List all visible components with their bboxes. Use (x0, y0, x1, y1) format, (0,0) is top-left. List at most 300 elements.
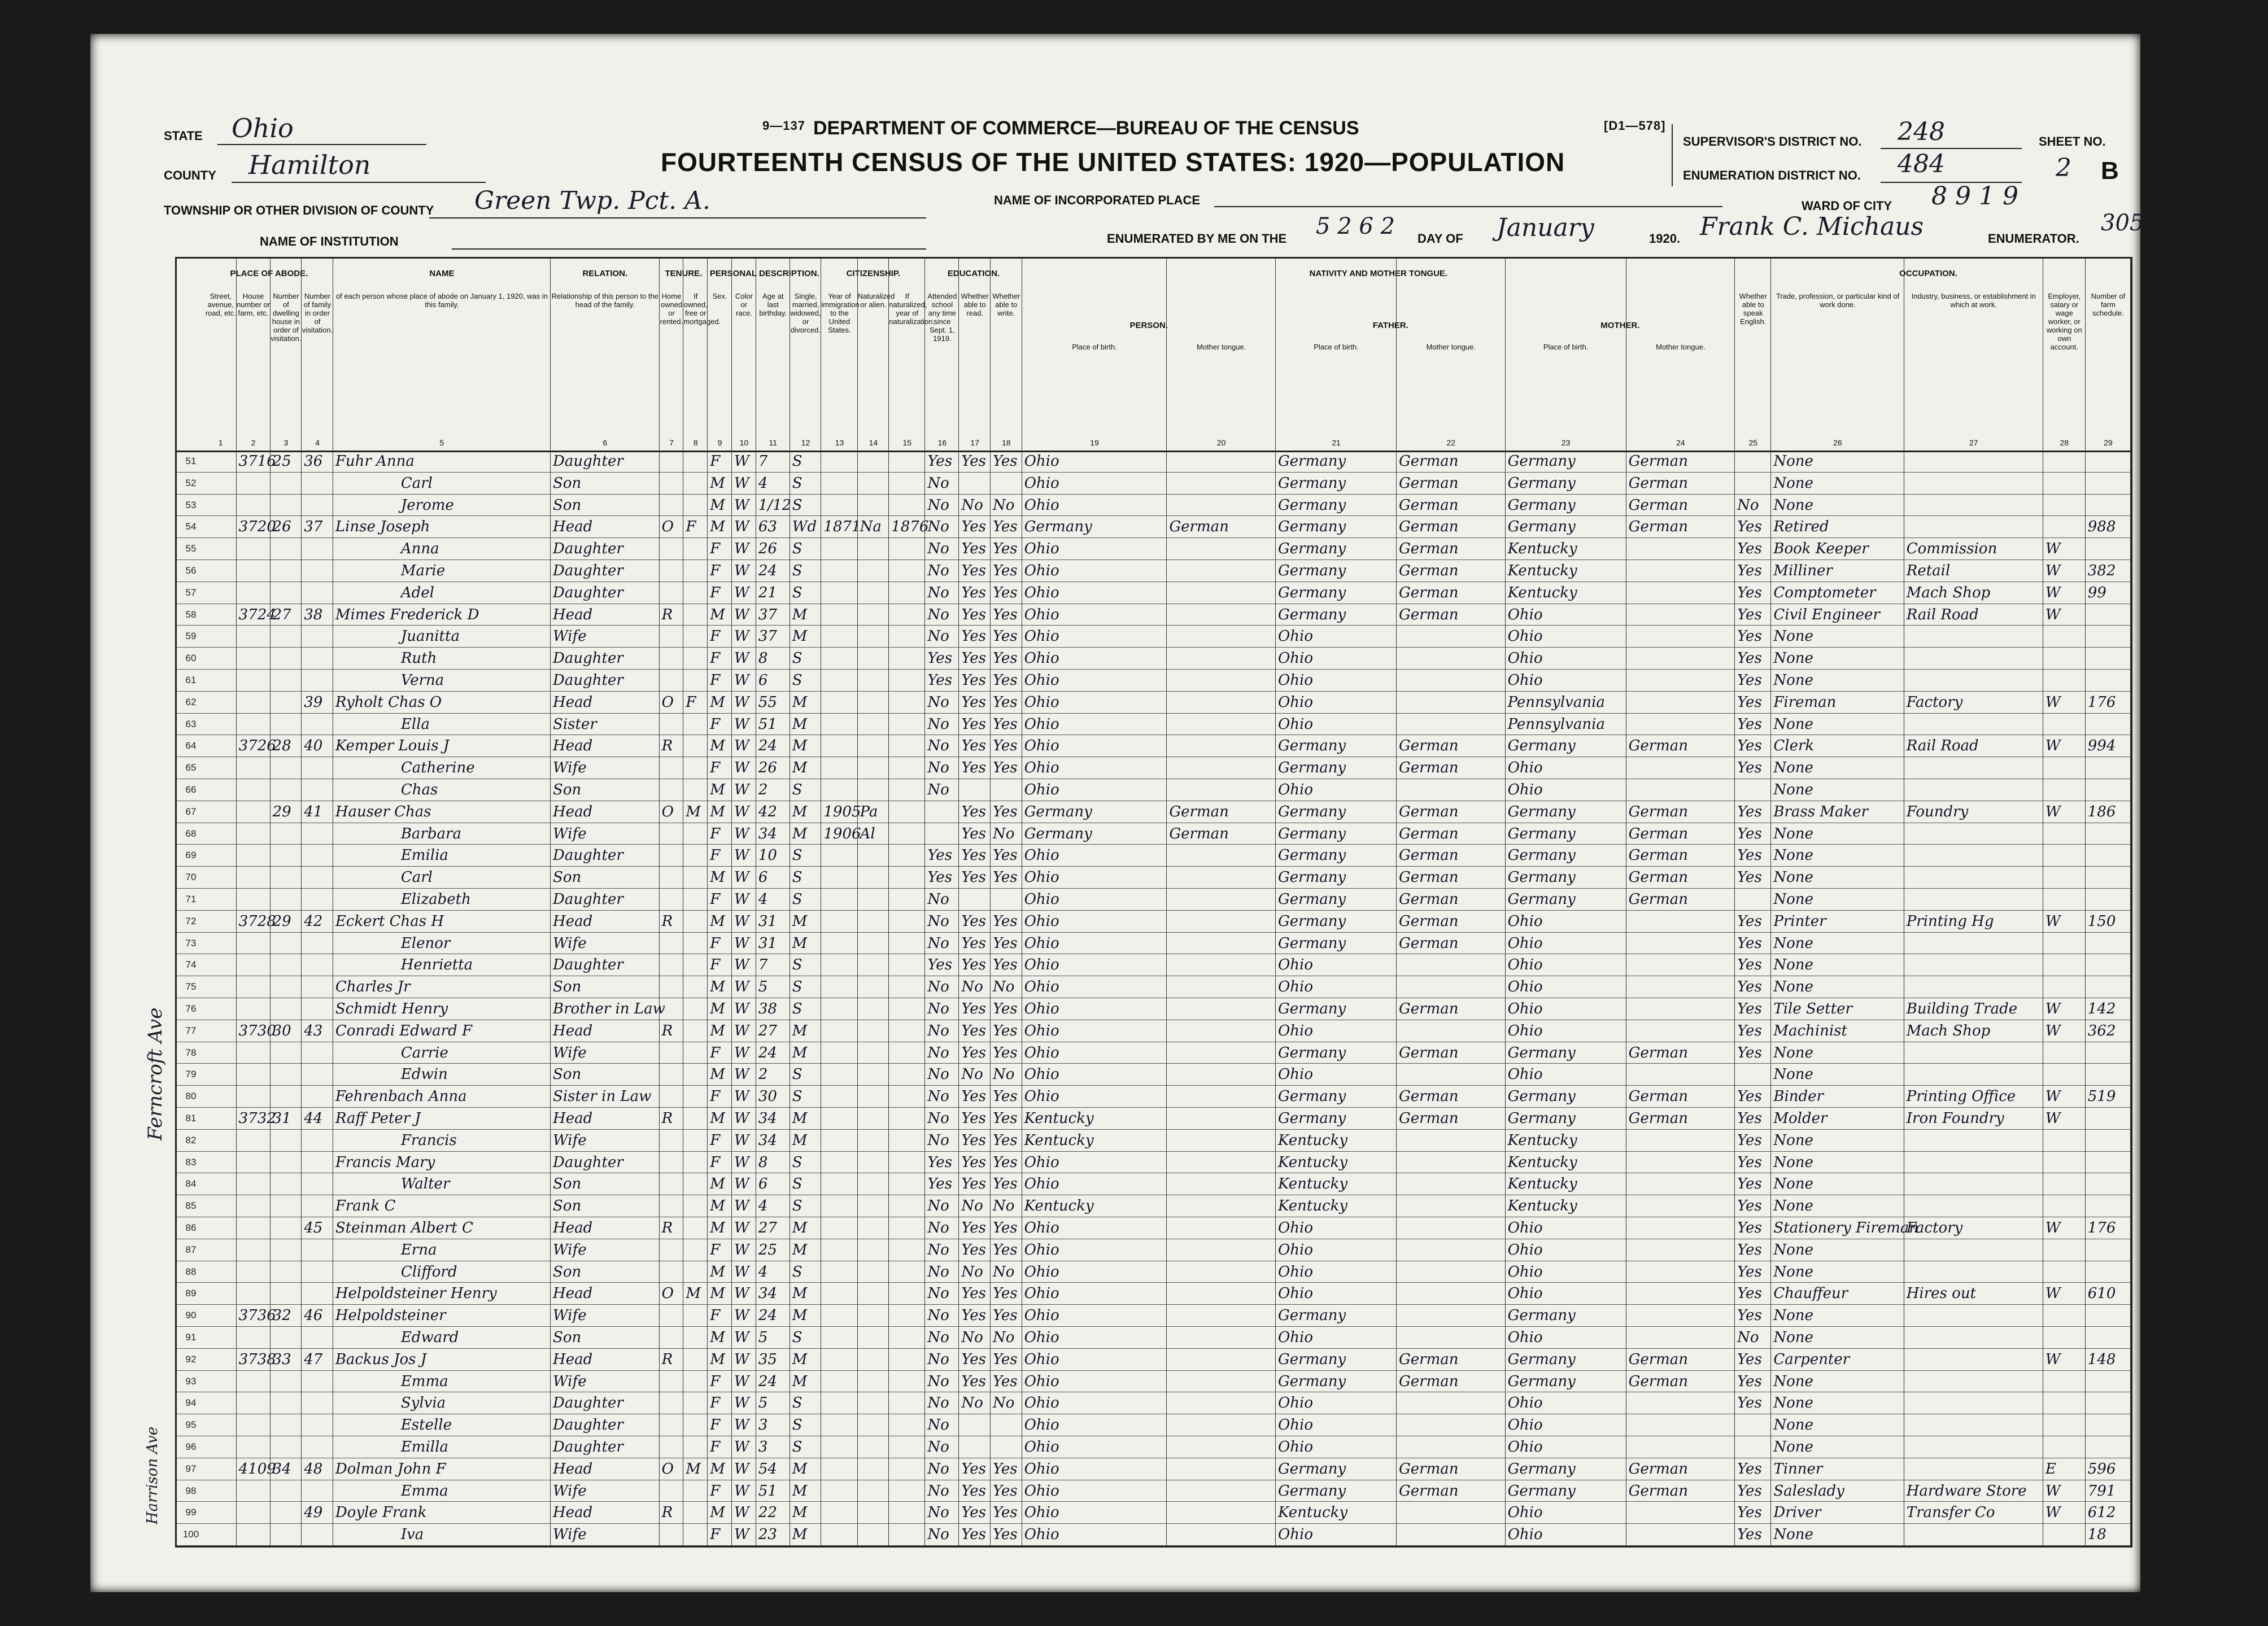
cell-fpob: Ohio (1277, 1066, 1314, 1083)
cell-fmt: German (1398, 1460, 1459, 1478)
column-title-7: Home owned or rented. (660, 292, 683, 326)
cell-race: W (734, 934, 749, 952)
cell-own: O (661, 693, 674, 711)
column-number-27: 27 (1969, 438, 1978, 447)
cell-sch: Yes (927, 1153, 953, 1171)
cell-write: Yes (992, 650, 1018, 667)
cell-mpob: Germany (1507, 1350, 1576, 1368)
cell-write: Yes (992, 562, 1018, 579)
cell-write: No (992, 978, 1015, 996)
department-heading: DEPARTMENT OF COMMERCE—BUREAU OF THE CENSUS (813, 117, 1359, 139)
cell-rel: Head (553, 1022, 593, 1039)
cell-fpob: Kentucky (1277, 1197, 1348, 1215)
cell-fpob: Ohio (1277, 1220, 1314, 1236)
cell-sch: Yes (927, 1175, 953, 1193)
cell-race: W (734, 1482, 749, 1500)
cell-fpob: Ohio (1277, 672, 1314, 689)
column-number-7: 7 (669, 438, 674, 447)
cell-write: Yes (992, 1175, 1018, 1193)
cell-sch: No (927, 1439, 949, 1455)
cell-mpob: Pennsylvania (1507, 715, 1605, 733)
cell-race: W (734, 847, 749, 864)
cell-sch: No (927, 737, 949, 755)
cell-emp: W (2045, 606, 2061, 623)
line-number: 54 (185, 521, 197, 532)
cell-write: Yes (992, 672, 1018, 689)
cell-occ: None (1773, 1329, 1813, 1346)
cell-occ: None (1773, 1241, 1813, 1258)
cell-write: No (992, 1329, 1015, 1346)
cell-race: W (734, 1197, 749, 1215)
cell-race: W (734, 825, 749, 842)
cell-farm: 18 (2087, 1526, 2106, 1544)
cell-eng: Yes (1737, 1044, 1762, 1061)
cell-pob: Ohio (1024, 1044, 1059, 1061)
column-title-2: House number or farm, etc. (236, 292, 271, 317)
column-title-17: Whether able to read. (961, 292, 989, 317)
cell-age: 37 (758, 628, 777, 645)
cell-occ: Carpenter (1773, 1350, 1850, 1368)
cell-sch: Yes (927, 650, 953, 667)
cell-eng: Yes (1737, 1285, 1762, 1302)
cell-own: R (661, 606, 673, 623)
cell-rel: Wife (553, 1526, 587, 1544)
column-title-16: Attended school any time since Sept. 1, 1919. (927, 292, 957, 343)
cell-pob: Ohio (1024, 474, 1059, 492)
cell-mpob: Germany (1507, 496, 1576, 514)
cell-race: W (734, 1526, 749, 1544)
cell-sex: M (710, 912, 725, 930)
cell-read: Yes (961, 1131, 986, 1149)
cell-name: Helpoldsteiner Henry (335, 1285, 497, 1302)
cell-name: Sylvia (400, 1395, 446, 1412)
cell-sex: M (710, 803, 725, 820)
cell-pob: Ohio (1024, 869, 1059, 886)
cell-mar: M (792, 1110, 808, 1127)
cell-name: Iva (400, 1526, 424, 1544)
cell-race: W (734, 474, 749, 492)
cell-pob: Ohio (1024, 912, 1059, 930)
cell-fpob: Germany (1277, 759, 1346, 777)
cell-occ: None (1773, 1175, 1813, 1193)
cell-occ: None (1773, 934, 1813, 952)
cell-emp: W (2045, 1088, 2061, 1105)
cell-race: W (734, 737, 749, 755)
cell-mpob: Ohio (1507, 628, 1543, 645)
cell-occ: Comptometer (1773, 584, 1876, 601)
cell-imm: 1871 (823, 518, 861, 536)
cell-write: Yes (992, 737, 1018, 755)
cell-age: 6 (758, 869, 768, 886)
cell-pob: Ohio (1024, 496, 1059, 514)
line-number: 85 (185, 1200, 197, 1212)
cell-mar: S (792, 474, 802, 492)
cell-race: W (734, 1175, 749, 1193)
cell-occ: Machinist (1773, 1022, 1847, 1039)
cell-fpob: Germany (1277, 1460, 1346, 1478)
institution-underline (452, 248, 926, 250)
cell-ind: Rail Road (1906, 737, 1979, 755)
cell-sex: M (710, 1000, 725, 1017)
column-number-25: 25 (1748, 438, 1758, 447)
cell-pob: Ohio (1024, 453, 1059, 470)
cell-ind: Building Trade (1906, 1000, 2018, 1017)
cell-sch: No (927, 1088, 949, 1105)
cell-sch: No (927, 1131, 949, 1149)
cell-eng: Yes (1737, 956, 1762, 974)
line-number: 97 (185, 1463, 197, 1474)
column-number-10: 10 (739, 438, 749, 447)
cell-eng: Yes (1737, 803, 1762, 820)
cell-race: W (734, 891, 749, 908)
cell-pob: Ohio (1024, 1350, 1059, 1368)
cell-mar: M (792, 1482, 808, 1500)
cell-name: Jerome (400, 496, 454, 514)
cell-name: Walter (400, 1175, 450, 1193)
cell-occ: Civil Engineer (1773, 606, 1880, 623)
cell-fpob: Germany (1277, 1110, 1346, 1127)
column-number-20: 20 (1216, 438, 1226, 447)
cell-age: 34 (758, 1285, 777, 1302)
cell-sex: M (710, 1066, 725, 1083)
cell-write: No (992, 1066, 1015, 1083)
cell-mar: M (792, 1285, 808, 1302)
cell-name: Emma (400, 1482, 448, 1500)
cell-fam: 44 (304, 1110, 323, 1127)
column-number-26: 26 (1833, 438, 1842, 447)
cell-emp: W (2045, 1000, 2061, 1017)
cell-emp: W (2045, 1110, 2061, 1127)
cell-race: W (734, 1088, 749, 1105)
line-number: 94 (185, 1397, 197, 1409)
cell-occ: None (1773, 978, 1813, 996)
cell-eng: Yes (1737, 869, 1762, 886)
cell-sch: No (927, 891, 949, 908)
cell-age: 5 (758, 1329, 768, 1346)
cell-own: R (661, 1350, 673, 1368)
cell-emp: W (2045, 1220, 2061, 1236)
cell-rel: Daughter (553, 1395, 623, 1412)
cell-write: Yes (992, 1044, 1018, 1061)
cell-occ: Tinner (1773, 1460, 1823, 1478)
cell-fmt: German (1398, 759, 1459, 777)
cell-age: 31 (758, 934, 777, 952)
cell-occ: Chauffeur (1773, 1285, 1848, 1302)
column-title-24: Mother tongue. (1656, 343, 1706, 351)
cell-fam: 48 (304, 1460, 323, 1478)
cell-occ: None (1773, 1526, 1813, 1544)
cell-farm: 519 (2087, 1088, 2116, 1105)
cell-pob: Ohio (1024, 891, 1059, 908)
cell-name: Dolman John F (335, 1460, 446, 1478)
enumeration-label: ENUMERATION DISTRICT NO. (1683, 168, 1861, 182)
line-number: 82 (185, 1134, 197, 1146)
cell-age: 38 (758, 1000, 777, 1017)
cell-read: Yes (961, 693, 986, 711)
cell-name: Mimes Frederick D (335, 606, 479, 623)
cell-race: W (734, 672, 749, 689)
cell-rel: Head (553, 1285, 593, 1302)
cell-pob: Germany (1024, 803, 1092, 820)
line-number: 52 (185, 477, 197, 488)
cell-age: 34 (758, 1131, 777, 1149)
cell-mar: S (792, 1329, 802, 1346)
cell-mar: M (792, 1307, 808, 1325)
sheet-label: SHEET NO. (2039, 134, 2106, 148)
cell-mpob: Germany (1507, 1373, 1576, 1390)
cell-write: No (992, 1197, 1015, 1215)
cell-sch: No (927, 1241, 949, 1258)
cell-mar: S (792, 453, 802, 470)
cell-mar: S (792, 847, 802, 864)
enumerator-label: ENUMERATOR. (1988, 231, 2079, 246)
cell-read: Yes (961, 1350, 986, 1368)
cell-emp: W (2045, 912, 2061, 930)
cell-occ: None (1773, 453, 1813, 470)
cell-sch: No (927, 1373, 949, 1390)
cell-emp: W (2045, 1022, 2061, 1039)
line-number: 56 (185, 565, 197, 576)
cell-mar: S (792, 869, 802, 886)
cell-age: 54 (758, 1460, 777, 1478)
cell-write: No (992, 1263, 1015, 1280)
cell-age: 37 (758, 606, 777, 623)
cell-sex: M (710, 1220, 725, 1236)
cell-read: Yes (961, 1000, 986, 1017)
cell-mar: S (792, 1000, 802, 1017)
cell-read: No (961, 1066, 983, 1083)
cell-mar: M (792, 1220, 808, 1236)
cell-sex: F (710, 540, 721, 558)
column-number-11: 11 (769, 438, 778, 447)
cell-fpob: Ohio (1277, 1285, 1314, 1302)
cell-name: Steinman Albert C (335, 1220, 473, 1236)
cell-age: 51 (758, 1482, 777, 1500)
cell-farm: 362 (2087, 1022, 2116, 1039)
column-title-8: If owned, free or mortgaged. (683, 292, 721, 326)
cell-age: 10 (758, 847, 777, 864)
cell-mar: S (792, 540, 802, 558)
cell-mpob: Germany (1507, 803, 1576, 820)
cell-sch: Yes (927, 956, 953, 974)
cell-mpob: Germany (1507, 1088, 1576, 1105)
cell-write: Yes (992, 1000, 1018, 1017)
cell-read: Yes (961, 1307, 986, 1325)
cell-sch: No (927, 1285, 949, 1302)
cell-rel: Head (553, 518, 593, 536)
cell-write: Yes (992, 518, 1018, 536)
institution-label: NAME OF INSTITUTION (260, 234, 399, 248)
cell-eng: Yes (1737, 737, 1762, 755)
group-title-father: FATHER. (1372, 321, 1408, 330)
cell-write: Yes (992, 803, 1018, 820)
cell-eng: Yes (1737, 1175, 1762, 1193)
cell-race: W (734, 1417, 749, 1434)
cell-fpob: Germany (1277, 1350, 1346, 1368)
cell-age: 4 (758, 474, 768, 492)
cell-emp: W (2045, 540, 2061, 558)
cell-write: Yes (992, 847, 1018, 864)
cell-fmt: German (1398, 737, 1459, 755)
cell-age: 4 (758, 891, 768, 908)
cell-fam: 43 (304, 1022, 323, 1039)
cell-mar: S (792, 1417, 802, 1434)
cell-sch: Yes (927, 453, 953, 470)
cell-mpob: Ohio (1507, 781, 1543, 798)
cell-mpob: Germany (1507, 737, 1576, 755)
cell-mpob: Kentucky (1507, 540, 1577, 558)
cell-sch: No (927, 1329, 949, 1346)
cell-read: No (961, 1329, 983, 1346)
supervisor-no: 248 (1898, 117, 1945, 146)
census-sheet (90, 34, 2158, 1592)
cell-rel: Wife (553, 1482, 587, 1500)
column-number-18: 18 (1001, 438, 1011, 447)
cell-sch: Yes (927, 847, 953, 864)
cell-write: Yes (992, 584, 1018, 601)
cell-own: R (661, 737, 673, 755)
cell-name: Ryholt Chas O (335, 693, 442, 711)
cell-mpob: Kentucky (1507, 1175, 1577, 1193)
cell-mmt: German (1628, 825, 1689, 842)
cell-mmt: German (1628, 1350, 1689, 1368)
line-number: 77 (185, 1025, 197, 1036)
column-number-13: 13 (835, 438, 844, 447)
cell-own: R (661, 1110, 673, 1127)
cell-rel: Daughter (553, 584, 623, 601)
cell-name: Doyle Frank (335, 1504, 427, 1522)
column-number-8: 8 (693, 438, 698, 447)
cell-fmt: German (1398, 847, 1459, 864)
cell-fpob: Germany (1277, 1482, 1346, 1500)
cell-age: 30 (758, 1088, 777, 1105)
cell-sch: No (927, 496, 949, 514)
cell-age: 3 (758, 1417, 768, 1434)
cell-sch: No (927, 781, 949, 798)
cell-pob: Ohio (1024, 693, 1059, 711)
cell-fpob: Germany (1277, 803, 1346, 820)
cell-eng: Yes (1737, 1526, 1762, 1544)
cell-fpob: Germany (1277, 737, 1346, 755)
line-number: 60 (185, 653, 197, 664)
cell-pob: Ohio (1024, 1153, 1059, 1171)
cell-eng: Yes (1737, 1460, 1762, 1478)
cell-read: Yes (961, 1153, 986, 1171)
cell-dw: 29 (272, 912, 291, 930)
line-number: 66 (185, 784, 197, 795)
day-of-label: DAY OF (1418, 231, 1463, 246)
sheet-number: 2 (2056, 154, 2071, 182)
group-title-relation: RELATION. (582, 269, 628, 278)
cell-ind: Foundry (1906, 803, 1969, 820)
group-title-education: EDUCATION. (947, 269, 1000, 278)
cell-mar: S (792, 562, 802, 579)
cell-sex: F (710, 1044, 721, 1061)
cell-mar: M (792, 1350, 808, 1368)
cell-eng: Yes (1737, 672, 1762, 689)
cell-eng: No (1737, 1329, 1759, 1346)
cell-fpob: Kentucky (1277, 1504, 1348, 1522)
form-number: 9—137 (762, 119, 805, 133)
cell-dw: 34 (272, 1460, 291, 1478)
cell-sch: No (927, 1482, 949, 1500)
cell-mpob: Ohio (1507, 1022, 1543, 1039)
cell-read: Yes (961, 1175, 986, 1193)
cell-mmt: German (1628, 474, 1689, 492)
cell-rel: Daughter (553, 650, 623, 667)
column-title-22: Mother tongue. (1426, 343, 1476, 351)
cell-mar: S (792, 496, 802, 514)
cell-occ: None (1773, 474, 1813, 492)
township-label: TOWNSHIP OR OTHER DIVISION OF COUNTY (164, 203, 434, 217)
column-number-12: 12 (801, 438, 810, 447)
cell-fpob: Germany (1277, 934, 1346, 952)
cell-mar: M (792, 1460, 808, 1478)
cell-own: O (661, 1460, 674, 1478)
cell-read: Yes (961, 1088, 986, 1105)
cell-fam: 37 (304, 518, 323, 536)
cell-sch: No (927, 1022, 949, 1039)
cell-read: Yes (961, 1241, 986, 1258)
line-number: 86 (185, 1222, 197, 1233)
cell-age: 31 (758, 912, 777, 930)
cell-mar: M (792, 606, 808, 623)
cell-write: Yes (992, 540, 1018, 558)
line-number: 95 (185, 1419, 197, 1431)
cell-mar: S (792, 891, 802, 908)
column-number-24: 24 (1676, 438, 1685, 447)
cell-sex: F (710, 1307, 721, 1325)
line-number: 91 (185, 1332, 197, 1343)
cell-occ: None (1773, 1417, 1813, 1434)
cell-eng: Yes (1737, 1307, 1762, 1325)
cell-race: W (734, 1460, 749, 1478)
street-note-2: Harrison Ave (144, 1426, 161, 1524)
cell-farm: 994 (2087, 737, 2116, 755)
column-26 (1771, 259, 1919, 1546)
cell-sex: M (710, 1329, 725, 1346)
cell-race: W (734, 1263, 749, 1280)
cell-read: Yes (961, 518, 986, 536)
cell-name: Erna (400, 1241, 437, 1258)
corner-note: 3051 (2101, 210, 2158, 236)
cell-write: Yes (992, 869, 1018, 886)
cell-mmt: German (1628, 1482, 1689, 1500)
cell-house: 3728 (238, 912, 276, 930)
month-value: January (1497, 213, 1594, 242)
cell-mpob: Germany (1507, 1482, 1576, 1500)
cell-pob: Kentucky (1024, 1131, 1094, 1149)
cell-occ: None (1773, 869, 1813, 886)
cell-rel: Wife (553, 1044, 587, 1061)
cell-write: No (992, 825, 1015, 842)
column-27 (1904, 259, 2043, 1546)
column-6 (551, 259, 665, 1546)
cell-pob: Ohio (1024, 1373, 1059, 1390)
cell-fmt: German (1398, 825, 1459, 842)
column-9 (708, 259, 732, 1546)
cell-sex: M (710, 1197, 725, 1215)
cell-read: Yes (961, 540, 986, 558)
cell-fpob: Ohio (1277, 1241, 1314, 1258)
cell-own: R (661, 1504, 673, 1522)
cell-pob: Ohio (1024, 759, 1059, 777)
cell-read: Yes (961, 825, 986, 842)
cell-mpob: Ohio (1507, 1417, 1543, 1434)
cell-name: Carl (400, 869, 433, 886)
cell-name: Marie (400, 562, 446, 579)
cell-mmt: German (1628, 803, 1689, 820)
